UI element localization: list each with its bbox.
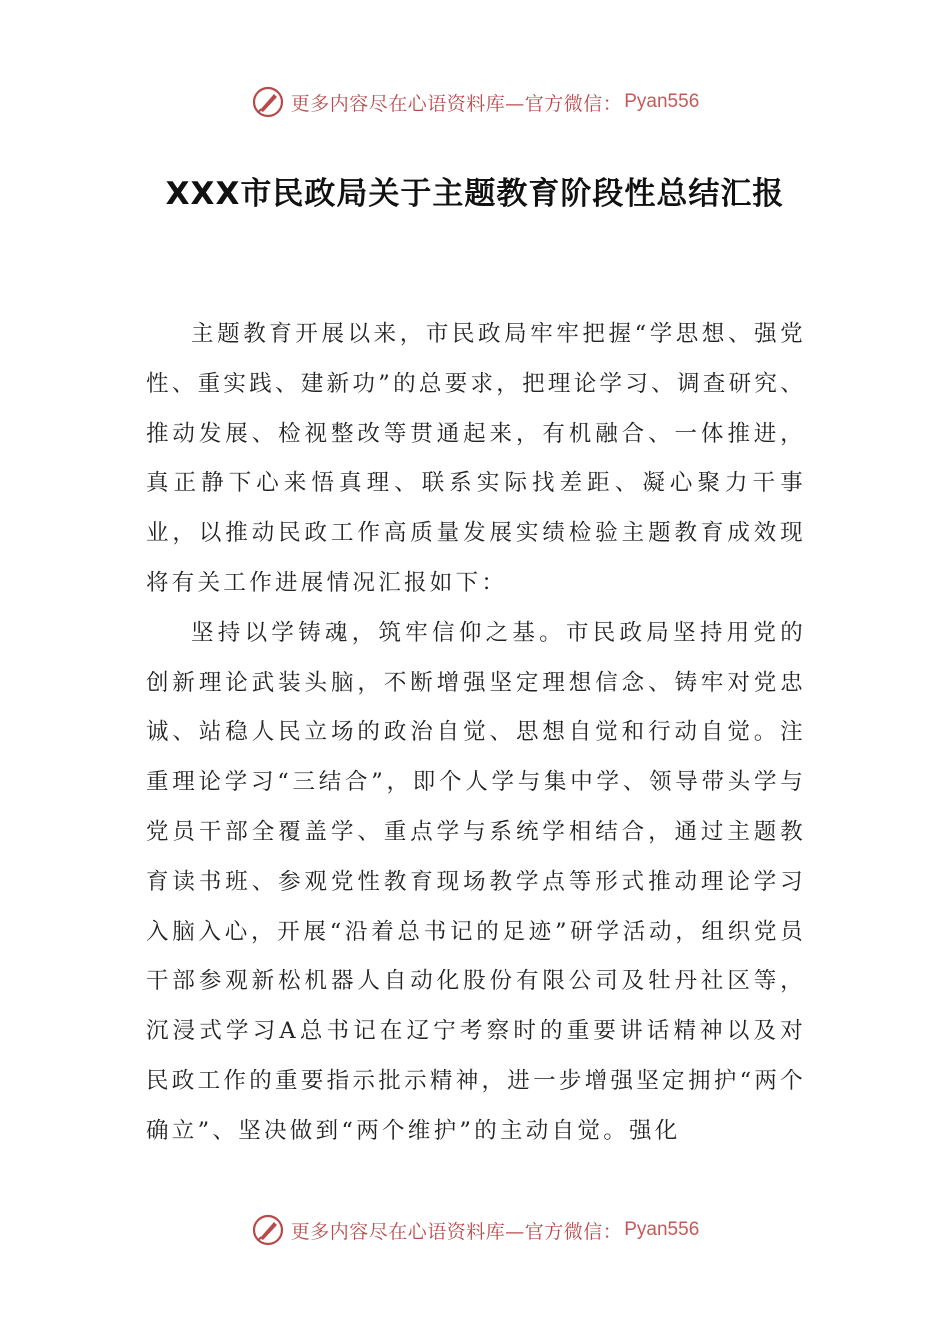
banner-text: 更多内容尽在心语资料库—官方微信： (290, 1220, 623, 1243)
document-body (146, 310, 806, 1157)
document-title: XXX市民政局关于主题教育阶段性总结汇报 (165, 176, 785, 212)
banner-wechat-id: Pyan556 (624, 1219, 700, 1240)
paragraph-study: 坚持以学铸魂，筑牢信仰之基。市民政局坚持用党的创新理论武装头脑，不断增强坚定理想信念、铸牢对党忠诚、站稳人民立场的政治自觉、思想自觉和行动自觉。注重理论学习“三结合”，即个人学与集中学、领导带头学与党员干部全覆盖学、重点学与系统学相结合，通过主题教育读书班、参观党性教育现场教学点等形式推动理论学习入脑入心，开展“沿着总书记的足迹”研学活动，组织党员干部参观新松机器人自动化股份有限公司及牡丹社区等，沉浸式学习A总书记在辽宁考察时的重要讲话精神以及对民政工作的重要指示批示精神，进一步增强坚定拥护“两个确立”、坚决做到“两个维护”的主动自觉。强化 (146, 619, 806, 1144)
banner-wechat-id: Pyan556 (624, 91, 700, 112)
paragraph-intro: 主题教育开展以来，市民政局牢牢把握“学思想、强党性、重实践、建新功”的总要求，把理论学习、调查研究、推动发展、检视整改等贯通起来，有机融合、一体推进，真正静下心来悟真理、联系实际找差距、凝心聚力干事业，以推动民政工作高质量发展实绩检验主题教育成效现将有关工作进展情况汇报如下： (146, 321, 806, 596)
banner-text: 更多内容尽在心语资料库—官方微信： (290, 92, 623, 115)
quill-logo-icon (251, 1213, 285, 1247)
footer-watermark-banner (0, 1208, 950, 1252)
quill-logo-icon (251, 85, 285, 119)
header-watermark-banner (0, 80, 950, 124)
